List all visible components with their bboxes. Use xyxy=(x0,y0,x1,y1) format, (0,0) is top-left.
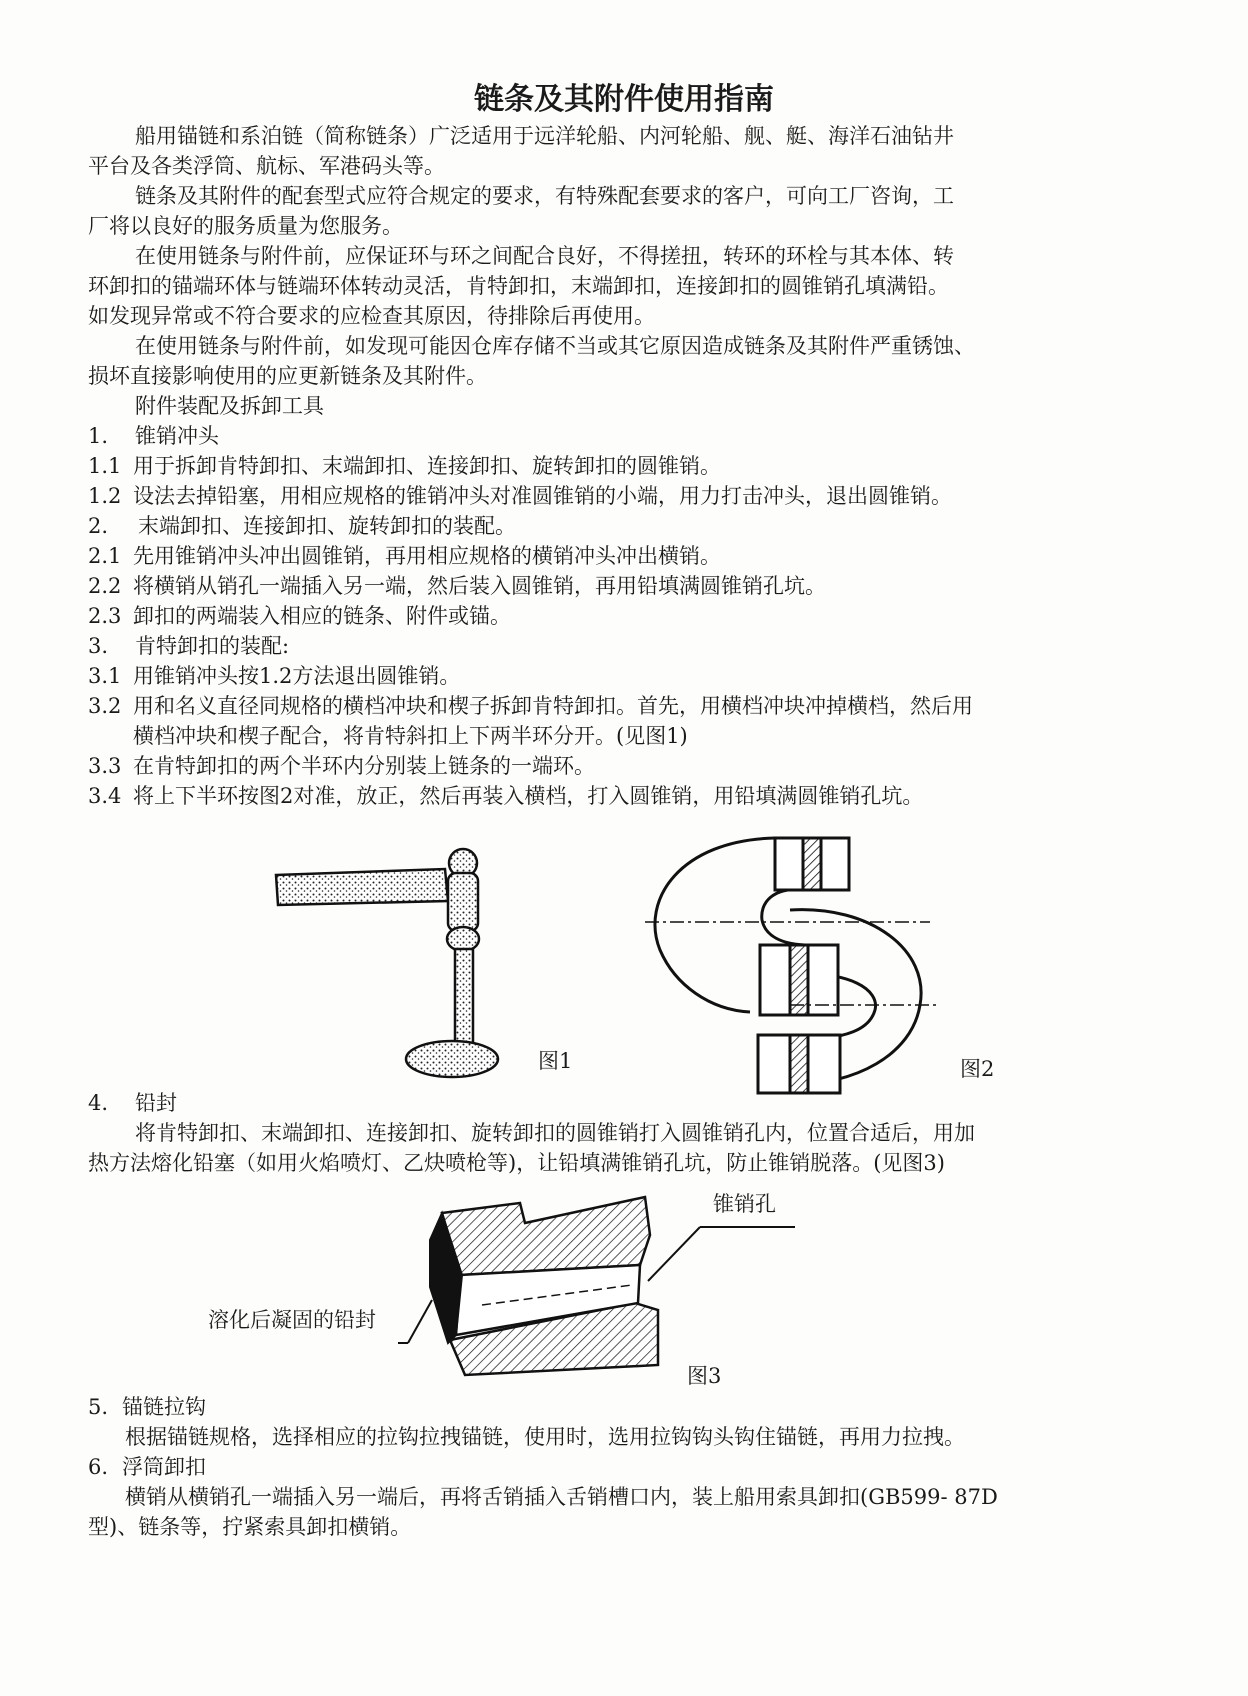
figure-3-label-lead-seal: 溶化后凝固的铅封 xyxy=(208,1308,376,1332)
section-4-body-line1: 将肯特卸扣、末端卸扣、连接卸扣、旋转卸扣的圆锥销打入圆锥销孔内，位置合适后，用加 xyxy=(135,1121,975,1145)
section-6-body-line1: 横销从横销孔一端插入另一端后，再将舌销插入舌销槽口内，装上船用索具卸扣(GB599- 87D xyxy=(125,1485,998,1509)
section-3-2-number: 3.2 xyxy=(88,694,122,718)
intro-p4-line1: 在使用链条与附件前，如发现可能因仓库存储不当或其它原因造成链条及其附件严重锈蚀、 xyxy=(135,334,975,358)
section-6-body-line2: 型)、链条等，拧紧索具卸扣横销。 xyxy=(88,1515,412,1539)
section-3-4-text: 将上下半环按图2对准，放正，然后再装入横档，打入圆锥销，用铅填满圆锥销孔坑。 xyxy=(133,784,924,808)
section-1-1-number: 1.1 xyxy=(88,454,122,478)
intro-p3-line3: 如发现异常或不符合要求的应检查其原因，待排除后再使用。 xyxy=(88,304,655,328)
section-3-1-text: 用锥销冲头按1.2方法退出圆锥销。 xyxy=(133,664,461,688)
section-3-1-number: 3.1 xyxy=(88,664,122,688)
figure-3-label-cone-pin-hole: 锥销孔 xyxy=(713,1192,776,1216)
section-4-body-line2: 热方法熔化铅塞（如用火焰喷灯、乙炔喷枪等)，让铅填满锥销孔坑，防止锥销脱落。(见图3) xyxy=(88,1151,945,1175)
section-1-2-text: 设法去掉铅塞，用相应规格的锥销冲头对准圆锥销的小端，用力打击冲头，退出圆锥销。 xyxy=(133,484,952,508)
intro-p2-line2: 厂将以良好的服务质量为您服务。 xyxy=(88,214,403,238)
intro-p3-line1: 在使用链条与附件前，应保证环与环之间配合良好，不得搓扭，转环的环栓与其本体、转 xyxy=(135,244,954,268)
figure-2-caption: 图2 xyxy=(960,1057,995,1081)
section-2-3-number: 2.3 xyxy=(88,604,122,628)
section-2-1-number: 2.1 xyxy=(88,544,122,568)
section-2-3-text: 卸扣的两端装入相应的链条、附件或锚。 xyxy=(133,604,511,628)
section-1-1-text: 用于拆卸肯特卸扣、末端卸扣、连接卸扣、旋转卸扣的圆锥销。 xyxy=(133,454,721,478)
section-3-2-text: 用和名义直径同规格的横档冲块和楔子拆卸肯特卸扣。首先，用横档冲块冲掉横档，然后用 xyxy=(133,694,973,718)
figure-3-caption: 图3 xyxy=(687,1364,722,1388)
intro-p2-line1: 链条及其附件的配套型式应符合规定的要求，有特殊配套要求的客户，可向工厂咨询，工 xyxy=(135,184,954,208)
section-6-title: 浮筒卸扣 xyxy=(122,1455,206,1479)
section-3-3-number: 3.3 xyxy=(88,754,122,778)
section-5-body: 根据锚链规格，选择相应的拉钩拉拽锚链，使用时，选用拉钩钩头钩住锚链，再用力拉拽。 xyxy=(125,1425,965,1449)
section-6-number: 6. xyxy=(88,1455,109,1479)
section-1-2-number: 1.2 xyxy=(88,484,122,508)
intro-p4-line2: 损坏直接影响使用的应更新链条及其附件。 xyxy=(88,364,487,388)
intro-p3-line2: 环卸扣的锚端环体与链端环体转动灵活，肯特卸扣，末端卸扣，连接卸扣的圆锥销孔填满铅。 xyxy=(88,274,949,298)
section-3-3-text: 在肯特卸扣的两个半环内分别装上链条的一端环。 xyxy=(133,754,595,778)
figure-1-caption: 图1 xyxy=(538,1049,573,1073)
section-3-number: 3. xyxy=(88,634,109,658)
intro-p1-line1: 船用锚链和系泊链（简称链条）广泛适用于远洋轮船、内河轮船、舰、艇、海洋石油钻井 xyxy=(135,124,954,148)
section-4-number: 4. xyxy=(88,1091,109,1115)
figure-1-hammer-punch xyxy=(270,845,580,1095)
section-2-number: 2. xyxy=(88,514,109,538)
section-1-title: 锥销冲头 xyxy=(135,424,219,448)
tools-heading: 附件装配及拆卸工具 xyxy=(135,394,324,418)
section-3-2-continuation: 横档冲块和楔子配合，将肯特斜扣上下两半环分开。(见图1) xyxy=(133,724,688,748)
section-2-1-text: 先用锥销冲头冲出圆锥销，再用相应规格的横销冲头冲出横销。 xyxy=(133,544,721,568)
section-5-number: 5. xyxy=(88,1395,109,1419)
section-1-number: 1. xyxy=(88,424,109,448)
intro-p1-line2: 平台及各类浮筒、航标、军港码头等。 xyxy=(88,154,445,178)
section-5-title: 锚链拉钩 xyxy=(122,1395,206,1419)
section-2-2-number: 2.2 xyxy=(88,574,122,598)
document-title: 链条及其附件使用指南 xyxy=(474,82,774,117)
section-2-2-text: 将横销从销孔一端插入另一端，然后装入圆锥销，再用铅填满圆锥销孔坑。 xyxy=(133,574,826,598)
section-2-title: 末端卸扣、连接卸扣、旋转卸扣的装配。 xyxy=(138,514,516,538)
section-3-4-number: 3.4 xyxy=(88,784,122,808)
section-4-title: 铅封 xyxy=(135,1091,177,1115)
section-3-title: 肯特卸扣的装配: xyxy=(135,634,290,658)
figure-2-kenter-shackle xyxy=(640,830,960,1100)
